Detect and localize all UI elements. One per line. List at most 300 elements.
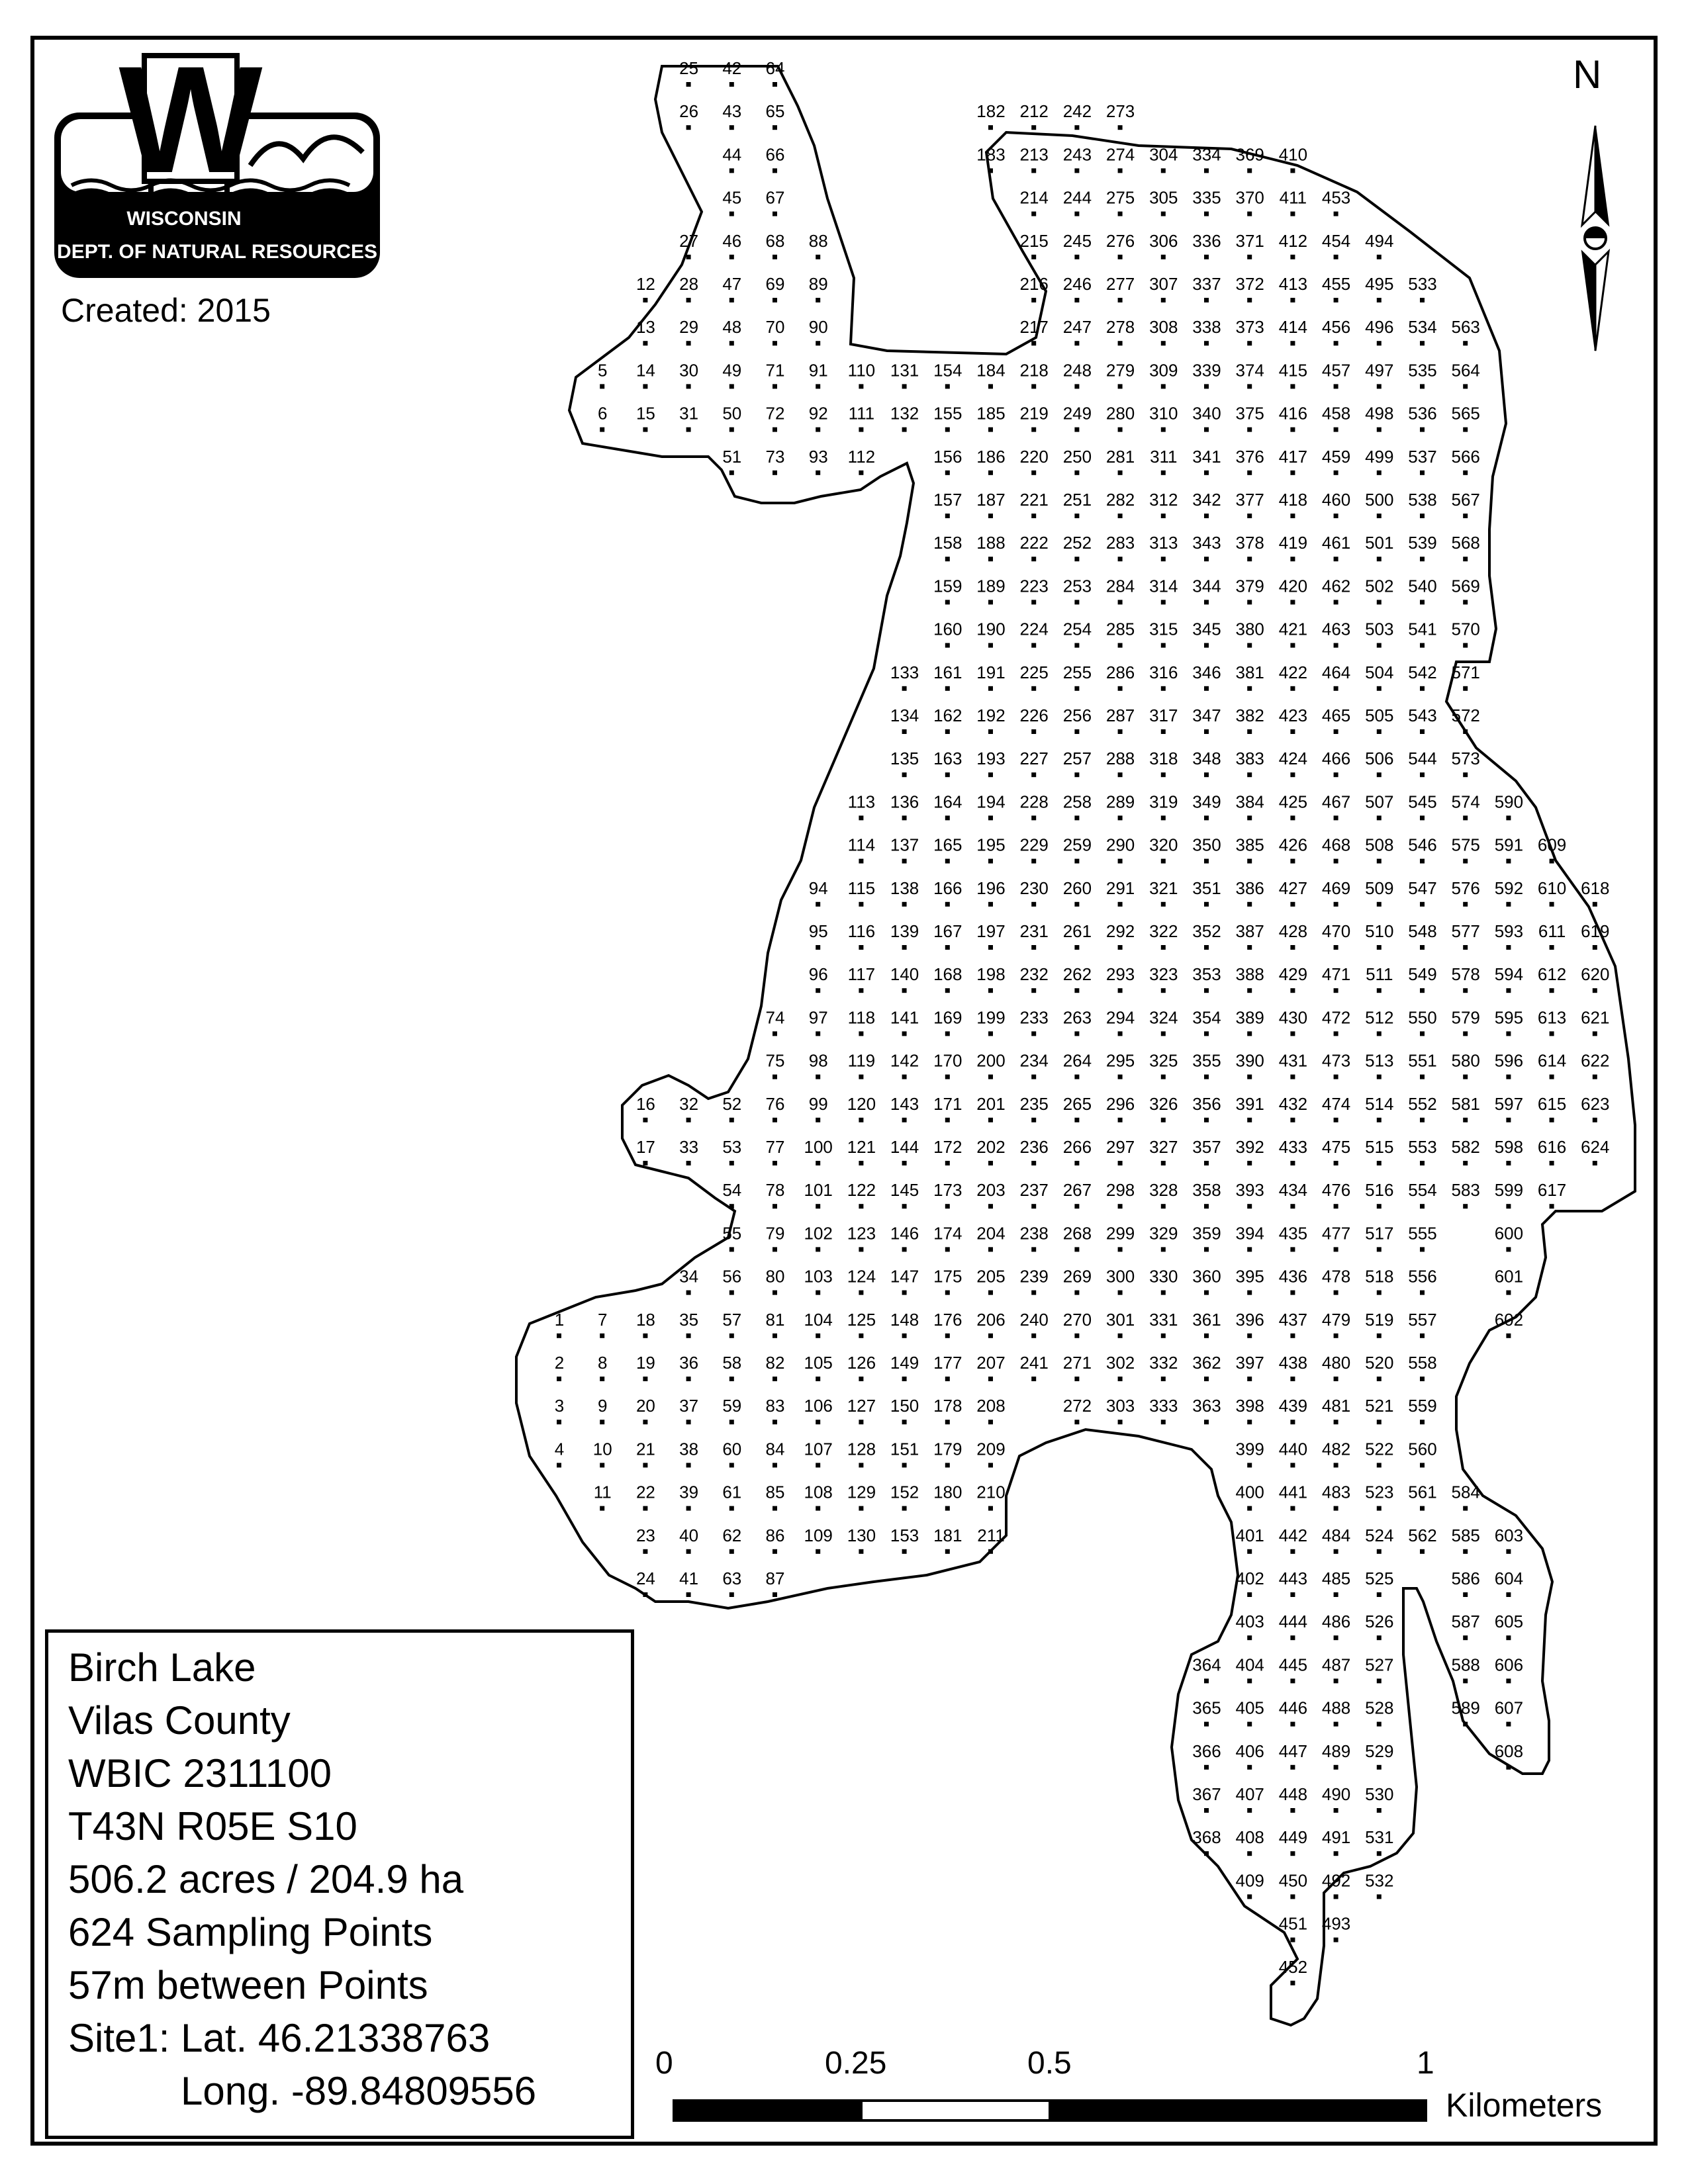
sampling-point-marker — [988, 1420, 993, 1424]
sampling-point-label: 560 — [1408, 1439, 1437, 1459]
sampling-point-label: 225 — [1019, 662, 1049, 682]
sampling-point-marker — [988, 1549, 993, 1554]
sampling-point-label: 337 — [1192, 274, 1221, 294]
sampling-point-label: 287 — [1105, 705, 1135, 725]
sampling-point-marker — [1290, 1161, 1295, 1165]
sampling-point-label: 456 — [1321, 317, 1351, 338]
sampling-point-marker — [816, 1161, 820, 1165]
sampling-point-marker — [1247, 902, 1252, 907]
sampling-point-marker — [1118, 1377, 1123, 1381]
sampling-point-label: 109 — [804, 1525, 833, 1545]
sampling-point-label: 188 — [976, 533, 1006, 553]
point-spacing: 57m between Points — [68, 1963, 428, 2007]
sampling-point-marker — [1031, 428, 1036, 432]
scale-bar-graphic — [673, 2099, 1427, 2126]
sampling-point-label: 567 — [1451, 490, 1480, 510]
sampling-point-marker — [773, 1118, 777, 1122]
sampling-point-marker — [643, 1118, 647, 1122]
site1-longitude: Long. -89.84809556 — [181, 2069, 537, 2113]
sampling-point-marker — [945, 600, 950, 604]
sampling-point-marker — [1204, 557, 1209, 561]
sampling-point-label: 86 — [765, 1525, 785, 1545]
sampling-point-marker — [729, 212, 734, 216]
sampling-point-label: 270 — [1062, 1309, 1092, 1330]
sampling-point-label: 587 — [1451, 1612, 1480, 1632]
sampling-point-marker — [1247, 1031, 1252, 1036]
sampling-point-label: 238 — [1019, 1223, 1049, 1244]
sampling-point-marker — [816, 945, 820, 950]
sampling-point-label: 317 — [1149, 705, 1178, 725]
sampling-point-marker — [1420, 557, 1425, 561]
sampling-point-marker — [600, 1377, 604, 1381]
sampling-point-marker — [557, 1377, 561, 1381]
sampling-point-label: 234 — [1019, 1050, 1049, 1071]
sampling-point-marker — [773, 1291, 777, 1295]
sampling-point-marker — [1377, 384, 1382, 388]
sampling-point-label: 143 — [890, 1093, 919, 1114]
sampling-point-label: 104 — [804, 1309, 833, 1330]
sampling-point-label: 544 — [1408, 749, 1437, 769]
sampling-point-label: 572 — [1451, 705, 1480, 725]
sampling-point-label: 126 — [847, 1353, 876, 1373]
sampling-point-marker — [1204, 1420, 1209, 1424]
sampling-point-label: 22 — [635, 1482, 655, 1502]
sampling-point-marker — [1161, 859, 1166, 864]
sampling-point-label: 134 — [890, 705, 919, 725]
sampling-point-marker — [1074, 1377, 1079, 1381]
sampling-point-marker — [1031, 772, 1036, 777]
sampling-point-marker — [643, 384, 647, 388]
sampling-point-marker — [1247, 212, 1252, 216]
sampling-point-label: 592 — [1494, 878, 1524, 898]
sampling-point-marker — [902, 1161, 907, 1165]
sampling-point-marker — [1593, 945, 1597, 950]
sampling-point-label: 469 — [1321, 878, 1351, 898]
sampling-point-label: 505 — [1365, 705, 1394, 725]
sampling-point-label: 619 — [1581, 921, 1610, 941]
sampling-point-marker — [643, 1161, 647, 1165]
sampling-point-marker — [1334, 1506, 1338, 1511]
sampling-point-marker — [1247, 859, 1252, 864]
sampling-point-label: 37 — [679, 1396, 699, 1416]
sampling-point-marker — [1420, 1291, 1425, 1295]
sampling-point-label: 128 — [847, 1439, 876, 1459]
sampling-point-marker — [1204, 1334, 1209, 1338]
sampling-point-label: 403 — [1235, 1612, 1264, 1632]
sampling-point-label: 370 — [1235, 187, 1264, 208]
sampling-point-marker — [1247, 1161, 1252, 1165]
sampling-point-marker — [600, 1334, 604, 1338]
sampling-point-label: 322 — [1149, 921, 1178, 941]
sampling-point-label: 295 — [1105, 1050, 1135, 1071]
sampling-point-marker — [1031, 815, 1036, 820]
sampling-point-marker — [1334, 772, 1338, 777]
sampling-point-label: 413 — [1278, 274, 1308, 294]
sampling-point-label: 618 — [1581, 878, 1610, 898]
sampling-point-marker — [1161, 255, 1166, 259]
sampling-point-label: 561 — [1408, 1482, 1437, 1502]
sampling-point-label: 132 — [890, 403, 919, 424]
sampling-point-label: 470 — [1321, 921, 1351, 941]
sampling-point-label: 495 — [1365, 274, 1394, 294]
sampling-point-marker — [859, 1031, 863, 1036]
sampling-point-marker — [1593, 902, 1597, 907]
sampling-point-label: 106 — [804, 1396, 833, 1416]
sampling-point-marker — [686, 1506, 691, 1511]
sampling-point-label: 549 — [1408, 964, 1437, 985]
sampling-point-marker — [1031, 1247, 1036, 1251]
sampling-point-marker — [729, 168, 734, 173]
sampling-point-label: 83 — [765, 1396, 785, 1416]
sampling-point-marker — [1377, 1851, 1382, 1856]
sampling-point-marker — [1161, 514, 1166, 518]
sampling-point-marker — [1463, 988, 1468, 993]
sampling-point-label: 12 — [635, 274, 655, 294]
sampling-point-marker — [773, 1592, 777, 1597]
sampling-point-label: 292 — [1105, 921, 1135, 941]
sampling-point-label: 169 — [933, 1007, 962, 1028]
sampling-point-label: 173 — [933, 1180, 962, 1201]
sampling-point-marker — [1463, 1549, 1468, 1554]
sampling-point-marker — [1463, 1722, 1468, 1727]
sampling-point-marker — [1506, 902, 1511, 907]
sampling-point-marker — [729, 341, 734, 345]
sampling-point-label: 485 — [1321, 1569, 1351, 1588]
sampling-point-label: 85 — [765, 1482, 785, 1502]
sampling-point-label: 451 — [1278, 1913, 1308, 1934]
sampling-point-label: 500 — [1365, 490, 1394, 510]
sampling-point-label: 255 — [1062, 662, 1092, 682]
sampling-point-marker — [729, 125, 734, 130]
sampling-point-marker — [1334, 1377, 1338, 1381]
sampling-point-marker — [945, 1118, 950, 1122]
sampling-point-label: 275 — [1105, 187, 1135, 208]
sampling-point-label: 545 — [1408, 792, 1437, 812]
sampling-point-label: 452 — [1278, 1956, 1308, 1977]
sampling-point-label: 318 — [1149, 749, 1178, 769]
sampling-point-marker — [1074, 729, 1079, 734]
sampling-point-marker — [1031, 341, 1036, 345]
sampling-point-label: 372 — [1235, 274, 1264, 294]
sampling-point-label: 344 — [1192, 576, 1221, 596]
sampling-point-marker — [1290, 1291, 1295, 1295]
sampling-point-label: 67 — [765, 187, 785, 208]
sampling-point-marker — [1290, 1506, 1295, 1511]
sampling-point-marker — [773, 125, 777, 130]
sampling-point-label: 463 — [1321, 619, 1351, 639]
sampling-point-label: 178 — [933, 1396, 962, 1416]
sampling-point-label: 603 — [1494, 1525, 1524, 1545]
sampling-point-marker — [1204, 1031, 1209, 1036]
sampling-point-marker — [1074, 168, 1079, 173]
sampling-point-label: 615 — [1537, 1093, 1567, 1114]
sampling-point-label: 358 — [1192, 1180, 1221, 1201]
sampling-point-label: 507 — [1365, 792, 1394, 812]
sampling-point-marker — [1290, 600, 1295, 604]
sampling-point-label: 213 — [1019, 144, 1049, 165]
sampling-point-label: 207 — [976, 1353, 1006, 1373]
sampling-point-label: 46 — [722, 230, 742, 251]
sampling-point-marker — [1247, 1377, 1252, 1381]
sampling-point-label: 44 — [722, 144, 742, 165]
sampling-point-marker — [988, 514, 993, 518]
sampling-point-label: 468 — [1321, 835, 1351, 855]
sampling-point-marker — [1377, 1161, 1382, 1165]
sampling-point-marker — [1420, 729, 1425, 734]
sampling-point-label: 366 — [1192, 1741, 1221, 1761]
sampling-point-marker — [1290, 1678, 1295, 1683]
sampling-point-label: 517 — [1365, 1223, 1394, 1244]
sampling-point-marker — [859, 1204, 863, 1208]
sampling-point-label: 441 — [1278, 1482, 1308, 1502]
sampling-point-marker — [816, 1506, 820, 1511]
sampling-point-marker — [1161, 1031, 1166, 1036]
sampling-point-label: 92 — [808, 403, 828, 424]
sampling-point-label: 426 — [1278, 835, 1308, 855]
sampling-point-label: 313 — [1149, 533, 1178, 553]
sampling-point-marker — [1334, 1592, 1338, 1597]
sampling-point-label: 91 — [808, 360, 828, 381]
sampling-point-marker — [1074, 600, 1079, 604]
sampling-point-marker — [773, 255, 777, 259]
lake-info-box — [45, 1629, 634, 2139]
sampling-point-label: 310 — [1149, 403, 1178, 424]
sampling-point-marker — [1334, 1334, 1338, 1338]
sampling-point-marker — [1420, 643, 1425, 648]
sampling-point-marker — [1204, 471, 1209, 475]
sampling-point-marker — [988, 815, 993, 820]
sampling-point-marker — [1118, 341, 1123, 345]
sampling-point-marker — [1247, 1722, 1252, 1727]
sampling-point-label: 394 — [1235, 1223, 1264, 1244]
sampling-point-label: 343 — [1192, 533, 1221, 553]
sampling-point-label: 434 — [1278, 1180, 1308, 1201]
sampling-point-label: 115 — [847, 878, 876, 898]
sampling-point-marker — [1074, 686, 1079, 691]
sampling-point-marker — [686, 341, 691, 345]
sampling-point-label: 432 — [1278, 1093, 1308, 1114]
sampling-point-marker — [1334, 1635, 1338, 1640]
sampling-point-label: 177 — [933, 1353, 962, 1373]
sampling-point-label: 550 — [1408, 1007, 1437, 1028]
sampling-point-marker — [859, 1506, 863, 1511]
sampling-point-label: 90 — [808, 317, 828, 338]
sampling-point-label: 284 — [1105, 576, 1135, 596]
sampling-point-marker — [1377, 255, 1382, 259]
sampling-point-label: 594 — [1494, 964, 1524, 985]
sampling-point-marker — [988, 1463, 993, 1467]
sampling-point-label: 293 — [1105, 964, 1135, 985]
sampling-point-marker — [686, 82, 691, 87]
sampling-point-marker — [1031, 1334, 1036, 1338]
sampling-point-marker — [1377, 1291, 1382, 1295]
sampling-point-label: 155 — [933, 403, 962, 424]
sampling-point-marker — [1031, 1291, 1036, 1295]
sampling-point-label: 118 — [847, 1007, 876, 1028]
sampling-point-label: 357 — [1192, 1137, 1221, 1157]
sampling-point-label: 573 — [1451, 749, 1480, 769]
sampling-point-marker — [1074, 1334, 1079, 1338]
sampling-point-marker — [1506, 1722, 1511, 1727]
sampling-point-marker — [1377, 1204, 1382, 1208]
sampling-point-label: 246 — [1062, 274, 1092, 294]
sampling-point-label: 584 — [1451, 1482, 1480, 1502]
sampling-point-label: 400 — [1235, 1482, 1264, 1502]
sampling-point-marker — [1118, 1204, 1123, 1208]
sampling-point-marker — [1074, 1161, 1079, 1165]
sampling-point-label: 423 — [1278, 705, 1308, 725]
sampling-point-marker — [1118, 686, 1123, 691]
sampling-point-marker — [1377, 514, 1382, 518]
sampling-point-marker — [816, 341, 820, 345]
sampling-point-label: 305 — [1149, 187, 1178, 208]
sampling-point-marker — [1290, 428, 1295, 432]
sampling-point-label: 421 — [1278, 619, 1308, 639]
sampling-point-label: 611 — [1538, 921, 1566, 941]
sampling-point-label: 212 — [1019, 101, 1049, 122]
sampling-point-marker — [686, 1463, 691, 1467]
sampling-point-marker — [1161, 1161, 1166, 1165]
sampling-point-label: 245 — [1062, 230, 1092, 251]
sampling-point-label: 367 — [1192, 1784, 1221, 1804]
sampling-point-label: 176 — [933, 1309, 962, 1330]
sampling-point-label: 74 — [765, 1007, 785, 1028]
sampling-point-label: 327 — [1149, 1137, 1178, 1157]
sampling-point-marker — [1334, 1938, 1338, 1942]
sampling-point-marker — [1463, 384, 1468, 388]
sampling-point-marker — [1204, 298, 1209, 302]
sampling-point-marker — [1204, 1247, 1209, 1251]
sampling-point-label: 39 — [679, 1482, 699, 1502]
sampling-point-marker — [1031, 1161, 1036, 1165]
sampling-point-marker — [945, 1247, 950, 1251]
sampling-point-marker — [859, 859, 863, 864]
sampling-point-label: 429 — [1278, 964, 1308, 985]
sampling-point-label: 162 — [933, 705, 962, 725]
sampling-point-marker — [1074, 1118, 1079, 1122]
sampling-point-label: 80 — [765, 1266, 785, 1287]
sampling-point-marker — [773, 1506, 777, 1511]
sampling-point-label: 329 — [1149, 1223, 1178, 1244]
sampling-point-marker — [988, 428, 993, 432]
sampling-point-marker — [1161, 815, 1166, 820]
sampling-point-label: 516 — [1365, 1180, 1394, 1201]
sampling-point-label: 496 — [1365, 317, 1394, 338]
sampling-point-label: 111 — [848, 403, 875, 424]
sampling-point-marker — [816, 1204, 820, 1208]
sampling-point-marker — [1247, 1420, 1252, 1424]
sampling-point-label: 149 — [890, 1353, 919, 1373]
sampling-point-marker — [1118, 988, 1123, 993]
sampling-point-label: 243 — [1062, 144, 1092, 165]
sampling-point-label: 445 — [1278, 1655, 1308, 1675]
sampling-point-marker — [1377, 1247, 1382, 1251]
sampling-point-marker — [1463, 1161, 1468, 1165]
sampling-point-marker — [1161, 168, 1166, 173]
sampling-point-label: 254 — [1062, 619, 1092, 639]
sampling-point-marker — [816, 1334, 820, 1338]
sampling-point-label: 475 — [1321, 1137, 1351, 1157]
sampling-point-label: 466 — [1321, 749, 1351, 769]
sampling-point-label: 398 — [1235, 1396, 1264, 1416]
sampling-point-marker — [1377, 1377, 1382, 1381]
sampling-point-label: 309 — [1149, 360, 1178, 381]
sampling-point-label: 511 — [1366, 964, 1393, 985]
sampling-point-label: 620 — [1581, 964, 1610, 985]
sampling-point-label: 261 — [1062, 921, 1092, 941]
sampling-point-label: 211 — [977, 1525, 1005, 1545]
sampling-point-marker — [643, 428, 647, 432]
sampling-point-label: 539 — [1408, 533, 1437, 553]
sampling-point-marker — [1204, 341, 1209, 345]
sampling-point-marker — [1161, 729, 1166, 734]
sampling-point-marker — [1334, 514, 1338, 518]
sampling-point-marker — [1247, 815, 1252, 820]
sampling-point-marker — [1031, 945, 1036, 950]
sampling-point-marker — [1377, 988, 1382, 993]
sampling-point-marker — [1247, 1075, 1252, 1079]
sampling-point-marker — [1290, 168, 1295, 173]
sampling-point-marker — [1463, 729, 1468, 734]
sampling-point-marker — [1334, 988, 1338, 993]
sampling-point-marker — [1247, 1204, 1252, 1208]
sampling-point-marker — [1290, 1334, 1295, 1338]
sampling-point-label: 232 — [1019, 964, 1049, 985]
sampling-point-marker — [1118, 168, 1123, 173]
sampling-point-marker — [816, 1075, 820, 1079]
sampling-point-marker — [902, 1549, 907, 1554]
sampling-point-label: 527 — [1365, 1655, 1394, 1675]
sampling-point-label: 127 — [847, 1396, 876, 1416]
sampling-point-marker — [1290, 1420, 1295, 1424]
sampling-point-label: 57 — [722, 1309, 742, 1330]
sampling-point-label: 526 — [1365, 1612, 1394, 1632]
sampling-point-marker — [1420, 471, 1425, 475]
sampling-point-marker — [945, 514, 950, 518]
sampling-point-marker — [600, 1463, 604, 1467]
sampling-point-marker — [1118, 125, 1123, 130]
sampling-point-label: 562 — [1408, 1525, 1437, 1545]
sampling-point-marker — [988, 557, 993, 561]
sampling-point-marker — [988, 945, 993, 950]
scale-tick-025: 0.25 — [825, 2046, 887, 2081]
sampling-point-label: 121 — [847, 1137, 876, 1157]
sampling-point-marker — [1506, 1161, 1511, 1165]
sampling-point-label: 219 — [1019, 403, 1049, 424]
sampling-point-label: 613 — [1537, 1007, 1567, 1028]
sampling-point-label: 34 — [679, 1266, 699, 1287]
sampling-point-marker — [816, 1118, 820, 1122]
sampling-point-marker — [945, 729, 950, 734]
sampling-point-marker — [1247, 772, 1252, 777]
sampling-point-marker — [859, 1118, 863, 1122]
sampling-point-label: 546 — [1408, 835, 1437, 855]
sampling-point-marker — [816, 255, 820, 259]
sampling-point-label: 206 — [976, 1309, 1006, 1330]
sampling-point-marker — [686, 298, 691, 302]
sampling-point-label: 425 — [1278, 792, 1308, 812]
sampling-point-marker — [1550, 988, 1554, 993]
sampling-point-label: 146 — [890, 1223, 919, 1244]
sampling-point-label: 196 — [976, 878, 1006, 898]
sampling-point-marker — [1247, 1765, 1252, 1770]
lake-area: 506.2 acres / 204.9 ha — [68, 1857, 464, 1901]
sampling-point-marker — [1290, 988, 1295, 993]
sampling-point-marker — [643, 341, 647, 345]
sampling-point-marker — [988, 1334, 993, 1338]
created-date: Created: 2015 — [61, 292, 271, 329]
sampling-point-label: 412 — [1278, 230, 1308, 251]
